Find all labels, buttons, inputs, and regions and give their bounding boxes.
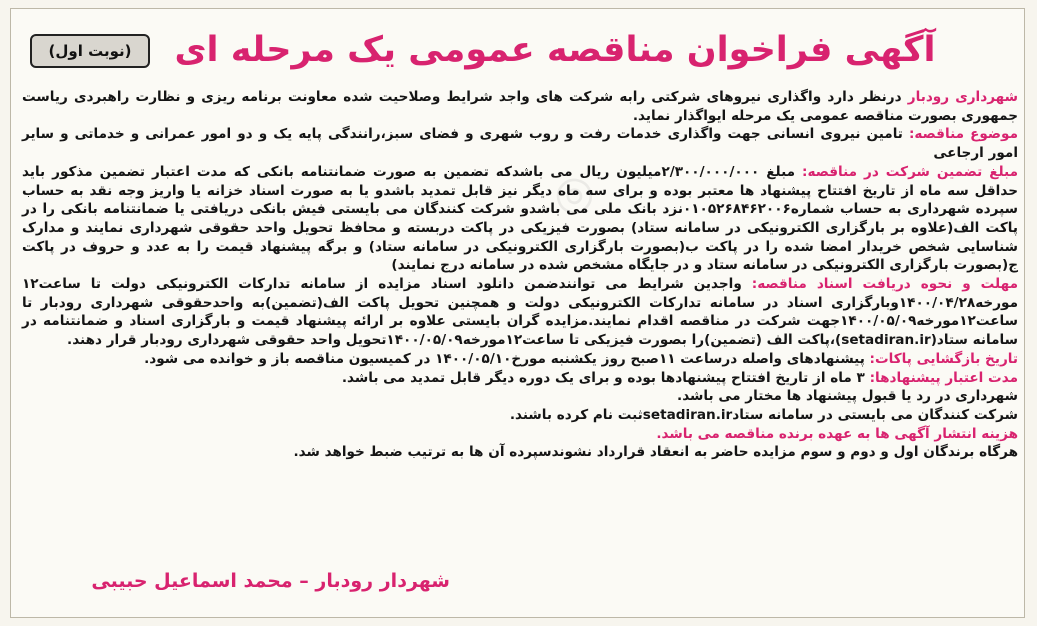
validity-paragraph: [22, 369, 1018, 388]
watermark-logo: ◎: [547, 161, 600, 224]
opening-paragraph: [22, 350, 1018, 369]
deadline-label: مهلت و نحوه دریافت اسناد مناقصه:: [751, 276, 1018, 293]
intro-paragraph: [22, 88, 1018, 125]
edition-badge: (نوبت اول): [30, 34, 150, 68]
guarantee-text: مبلغ ۲/۳۰۰/۰۰۰/۰۰۰میلیون ریال می باشدکه تضمین به صورت ضمانتنامه بانکی که مدت اعتبار تضمین مذکور باید حداقل سه ماه از تاریخ افتتاح پیشنهاد ها معتبر بوده و برای سه ماه دیگر نیز قابل تمدید باشدو یا به صورت اسناد خزانه یا واریز وجه نقد به حساب سپرده شهرداری به حساب شماره۰۱۰۵۲۶۸۴۶۲۰۰۶نزد بانک ملی می باشدو شرکت کنندگان می بایستی فیش بانکی دریافتی یا ضمانتنامه بانکی را در پاکت الف(علاوه بر بارگزاری الکترونیکی در سامانه ستاد) بصورت فیزیکی در پاکت دربسته و محافظ تحویل واحد حقوقی شهرداری نمایند و مدارک شناسایی شخص خریدار امضا شده را در پاکت ب(بصورت بارگزاری الکترونیکی در سامانه ستاد) و برگه پیشنهاد قیمت را به عدد و حروف در پاکت ج(بصورت بارگزاری الکترونیکی در سامانه ستاد و در جایگاه مشخص شده در سامانه درج نمایند): [22, 163, 1018, 274]
intro-label: شهرداری رودبار: [907, 89, 1018, 105]
notice-title: آگهی فراخوان مناقصه عمومی یک مرحله ای: [174, 30, 936, 70]
ad-cost-label: هزینه انتشار آگهی ها به عهده برنده مناقصه می باشد.: [656, 425, 1018, 442]
guarantee-paragraph: [22, 163, 1018, 275]
deadline-paragraph: [22, 275, 1018, 350]
validity-text: ۳ ماه از تاریخ افتتاح پیشنهادها بوده و برای یک دوره دیگر قابل تمدید می باشد.: [341, 369, 870, 386]
subject-text: تامین نیروی انسانی جهت واگذاری خدمات رفت و روب شهری و فضای سبز،رانندگی پایه یک و دو امور عمرانی و خدماتی و سایر امور ارجاعی: [22, 126, 1018, 162]
subject-paragraph: [22, 125, 1018, 162]
subject-label: موضوع مناقصه:: [908, 126, 1018, 143]
guarantee-label: مبلغ تضمین شرکت در مناقصه:: [802, 163, 1019, 180]
forfeit-line: هرگاه برندگان اول و دوم و سوم مزایده حاضر به انعقاد قرارداد نشوندسپرده آن ها به ترتیب ضبط خواهد شد.: [293, 444, 1018, 461]
deadline-text: واجدین شرایط می توانندضمن دانلود اسناد مزایده از سامانه تدارکات الکترونیکی دولت تا ساعت۱۲ مورخه۱۴۰۰/۰۴/۲۸وبارگزاری اسناد در سامانه تدارکات الکترونیکی دولت و همچنین تحویل پاکت الف(تضمین)به واحدحقوقی شهرداری رودبار تا ساعت۱۲مورخه۱۴۰۰/۰۵/۰۹جهت شرکت در مناقصه اقدام نمایند.مزایده گران بایستی علاوه بر ارائه پیشنهاد قیمت و بارگزاری اسناد و ضمانتنامه در سامانه ستاد(setadiran.ir)،پاکت الف (تضمین)را بصورت فیزیکی تا ساعت۱۲مورخه۱۴۰۰/۰۵/۰۹تحویل واحد حقوقی شهرداری رودبار قرار دهند.: [22, 276, 1018, 349]
opening-label: تاریخ بازگشایی پاکات:: [869, 350, 1018, 367]
signature: شهردار رودبار – محمد اسماعیل حبیبی: [91, 570, 450, 592]
ad-cost-paragraph: [22, 425, 1018, 444]
registration-line: شرکت کنندگان می بایستی در سامانه ستادsetadiran.irثبت نام کرده باشند.: [509, 406, 1018, 423]
opening-text: پیشنهادهای واصله درساعت ۱۱صبح روز یکشنبه مورخ۱۴۰۰/۰۵/۱۰ در کمیسیون مناقصه باز و خوانده می شود.: [144, 350, 870, 367]
intro-text: درنظر دارد واگذاری نیروهای شرکتی رابه شرکت های واجد شرایط وصلاحیت شده معاونت برنامه ریزی و نظارت راهبردی ریاست جمهوری بصورت مناقصه عمومی یک مرحله ایواگذار نماید.: [22, 89, 1018, 124]
validity-label: مدت اعتبار پیشنهادها:: [869, 369, 1018, 386]
rejection-line: شهرداری در رد یا قبول پیشنهاد ها مختار می باشد.: [677, 388, 1018, 405]
notice-body: [22, 88, 1018, 462]
